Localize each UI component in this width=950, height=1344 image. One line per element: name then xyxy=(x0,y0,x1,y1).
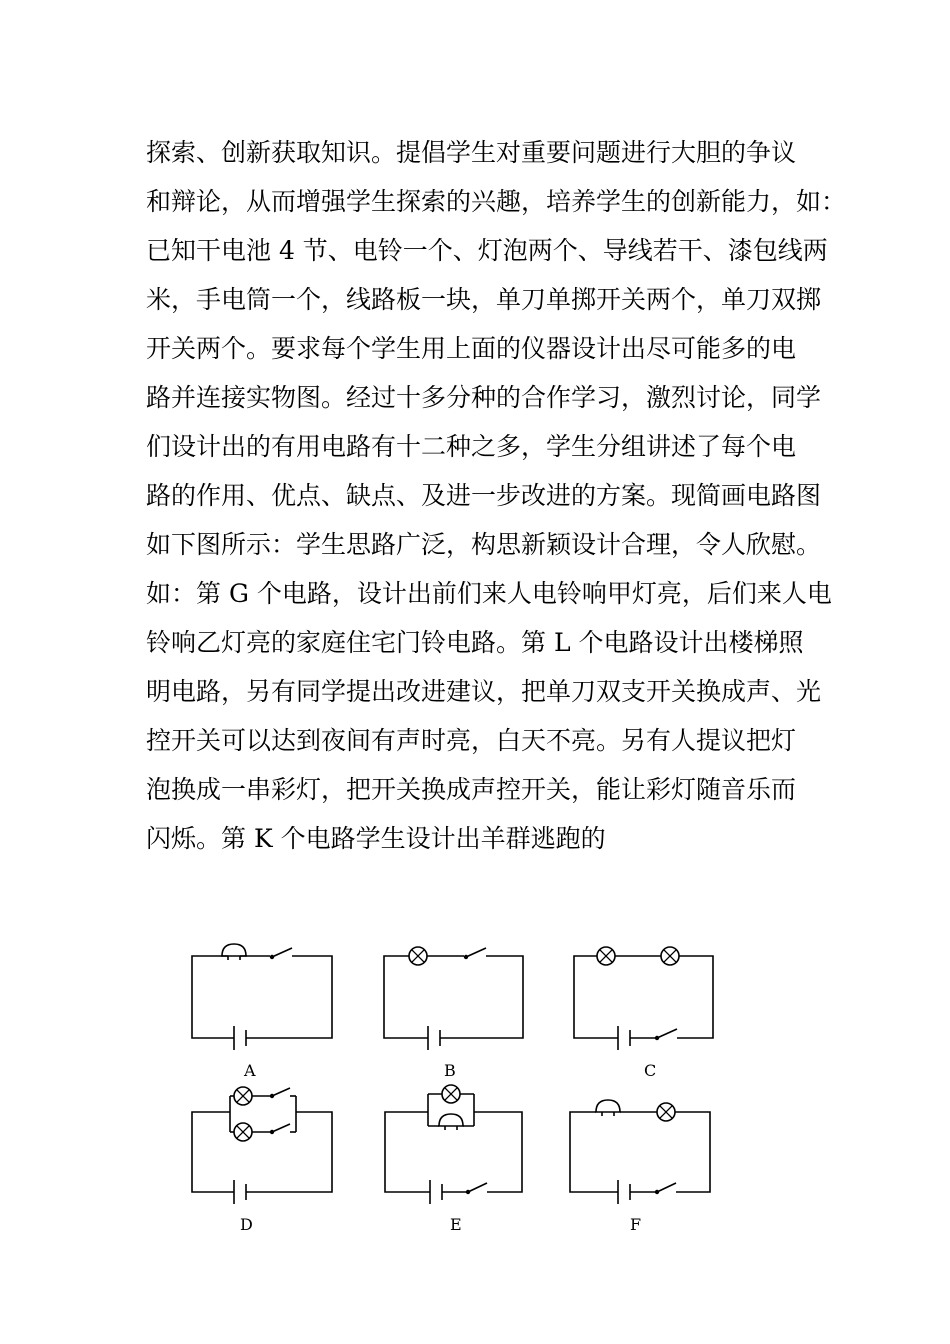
switch-icon xyxy=(270,1124,290,1134)
battery-icon xyxy=(430,1180,442,1204)
circuit-label-d: D xyxy=(240,1215,253,1234)
paragraph-line: 开关两个。要求每个学生用上面的仪器设计出尽可能多的电 xyxy=(146,334,797,363)
circuit-label-c: C xyxy=(644,1061,657,1080)
paragraph-line: 如：第 G 个电路，设计出前们来人电铃响甲灯亮，后们来人电 xyxy=(146,579,832,608)
circuit-label-f: F xyxy=(630,1215,642,1234)
bell-icon xyxy=(595,1100,621,1116)
paragraph-line: 明电路，另有同学提出改进建议，把单刀双支开关换成声、光 xyxy=(146,677,822,706)
paragraph-line: 米，手电筒一个，线路板一块，单刀单掷开关两个，单刀双掷 xyxy=(146,285,822,314)
switch-icon xyxy=(270,948,292,959)
circuit-label-b: B xyxy=(444,1061,456,1080)
lamp-icon xyxy=(234,1087,252,1105)
paragraph-line: 探索、创新获取知识。提倡学生对重要问题进行大胆的争议 xyxy=(146,138,797,167)
paragraph-line: 们设计出的有用电路有十二种之多，学生分组讲述了每个电 xyxy=(146,432,797,461)
paragraph-line: 如下图所示：学生思路广泛，构思新颖设计合理，令人欣慰。 xyxy=(146,530,822,559)
circuit-label-e: E xyxy=(450,1215,462,1234)
circuit-diagrams-figure xyxy=(0,930,950,1250)
paragraph-line: 路并连接实物图。经过十多分种的合作学习，激烈讨论，同学 xyxy=(146,383,822,412)
switch-icon xyxy=(464,948,486,959)
paragraph-line: 泡换成一串彩灯，把开关换成声控开关，能让彩灯随音乐而 xyxy=(146,775,797,804)
circuit-a xyxy=(192,944,332,1050)
switch-icon xyxy=(466,1183,487,1194)
lamp-icon xyxy=(409,947,427,965)
circuit-d xyxy=(192,1087,332,1204)
lamp-icon xyxy=(597,947,615,965)
paragraph-line: 和辩论，从而增强学生探索的兴趣，培养学生的创新能力，如： xyxy=(146,187,847,216)
circuit-label-a: A xyxy=(244,1061,256,1080)
battery-icon xyxy=(618,1180,630,1204)
circuit-diagrams-svg xyxy=(0,930,950,1250)
circuit-f xyxy=(570,1100,710,1204)
lamp-icon xyxy=(657,1103,675,1121)
lamp-icon xyxy=(442,1085,460,1103)
battery-icon xyxy=(618,1026,630,1050)
paragraph-line: 铃响乙灯亮的家庭住宅门铃电路。第 L 个电路设计出楼梯照 xyxy=(146,628,804,657)
circuit-e xyxy=(385,1085,522,1204)
paragraph-line: 闪烁。第 K 个电路学生设计出羊群逃跑的 xyxy=(146,824,606,853)
lamp-icon xyxy=(234,1123,252,1141)
paragraph-line: 控开关可以达到夜间有声时亮，白天不亮。另有人提议把灯 xyxy=(146,726,797,755)
battery-icon xyxy=(234,1180,246,1204)
circuit-c xyxy=(574,947,713,1050)
battery-icon xyxy=(234,1026,246,1050)
battery-icon xyxy=(428,1026,440,1050)
body-paragraph xyxy=(146,128,847,863)
switch-icon xyxy=(655,1183,676,1194)
paragraph-line: 已知干电池 4 节、电铃一个、灯泡两个、导线若干、漆包线两 xyxy=(146,236,828,265)
switch-icon xyxy=(270,1088,290,1098)
paragraph-line: 路的作用、优点、缺点、及进一步改进的方案。现简画电路图 xyxy=(146,481,822,510)
circuit-b xyxy=(384,947,523,1050)
bell-icon xyxy=(221,944,247,960)
lamp-icon xyxy=(661,947,679,965)
bell-icon xyxy=(438,1114,464,1130)
switch-icon xyxy=(655,1029,677,1040)
